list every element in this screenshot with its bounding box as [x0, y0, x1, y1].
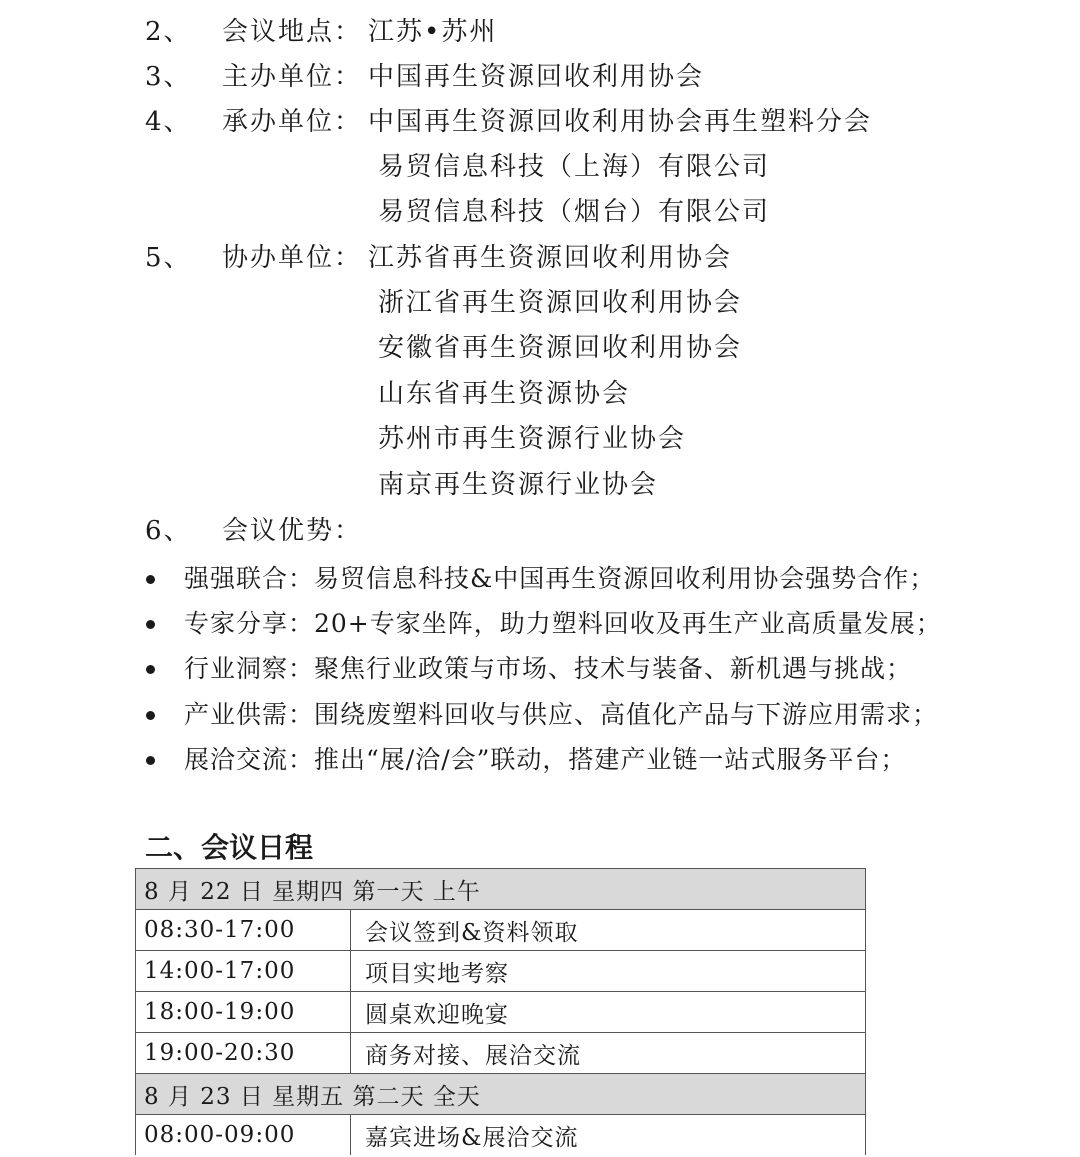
item-value: 安徽省再生资源回收利用协会: [378, 333, 743, 363]
item-value: 苏州市再生资源行业协会: [378, 424, 687, 454]
schedule-time: 08:30-17:00: [136, 910, 351, 951]
advantage-item: 专家分享：20+专家坐阵，助力塑料回收及再生产业高质量发展；: [184, 609, 942, 638]
schedule-row: [136, 992, 866, 1033]
advantage-item: 强强联合：易贸信息科技&中国再生资源回收利用协会强势合作；: [184, 564, 936, 593]
schedule-activity: 嘉宾进场&展洽交流: [351, 1115, 866, 1156]
bullet-icon: [146, 575, 155, 584]
item-label: 协办单位：: [222, 243, 363, 273]
item-label: 会议优势：: [222, 516, 363, 546]
schedule-table: [135, 868, 866, 1155]
item-value: 山东省再生资源协会: [378, 379, 631, 409]
day-header: 8 月 23 日 星期五 第二天 全天: [136, 1074, 866, 1115]
advantage-item: 行业洞察：聚焦行业政策与市场、技术与装备、新机遇与挑战；: [184, 654, 913, 683]
item-value: 江苏省再生资源回收利用协会: [368, 243, 733, 273]
schedule-activity: 项目实地考察: [351, 951, 866, 992]
schedule-row: [136, 1115, 866, 1156]
day-header: 8 月 22 日 星期四 第一天 上午: [136, 869, 866, 910]
schedule-row: [136, 951, 866, 992]
item-number: 2、: [145, 17, 192, 47]
bullet-icon: [146, 620, 155, 629]
bullet-icon: [146, 711, 155, 720]
schedule-row: [136, 910, 866, 951]
item-number: 3、: [145, 62, 192, 92]
item-number: 5、: [145, 243, 192, 273]
schedule-time: 19:00-20:30: [136, 1033, 351, 1074]
item-value: 易贸信息科技（烟台）有限公司: [378, 197, 771, 227]
item-value: 中国再生资源回收利用协会再生塑料分会: [368, 107, 873, 137]
schedule-time: 14:00-17:00: [136, 951, 351, 992]
schedule-row: [136, 1033, 866, 1074]
schedule-time: 08:00-09:00: [136, 1115, 351, 1156]
item-value: 江苏•苏州: [368, 17, 498, 47]
item-value: 浙江省再生资源回收利用协会: [378, 288, 743, 318]
item-number: 6、: [145, 516, 192, 546]
schedule-activity: 会议签到&资料领取: [351, 910, 866, 951]
advantage-item: 展洽交流：推出“展/洽/会”联动，搭建产业链一站式服务平台；: [184, 745, 907, 774]
bullet-icon: [146, 665, 155, 674]
advantage-item: 产业供需：围绕废塑料回收与供应、高值化产品与下游应用需求；: [184, 700, 939, 729]
item-label: 承办单位：: [222, 107, 363, 137]
schedule-day-row: [136, 1074, 866, 1115]
bullet-icon: [146, 756, 155, 765]
schedule-day-row: [136, 869, 866, 910]
item-value: 南京再生资源行业协会: [378, 470, 659, 500]
schedule-activity: 圆桌欢迎晚宴: [351, 992, 866, 1033]
item-number: 4、: [145, 107, 192, 137]
schedule-time: 18:00-19:00: [136, 992, 351, 1033]
item-label: 会议地点：: [222, 17, 363, 47]
item-value: 中国再生资源回收利用协会: [368, 62, 705, 92]
item-label: 主办单位：: [222, 62, 363, 92]
item-value: 易贸信息科技（上海）有限公司: [378, 152, 771, 182]
schedule-activity: 商务对接、展洽交流: [351, 1033, 866, 1074]
schedule-heading: 二、会议日程: [145, 831, 314, 864]
